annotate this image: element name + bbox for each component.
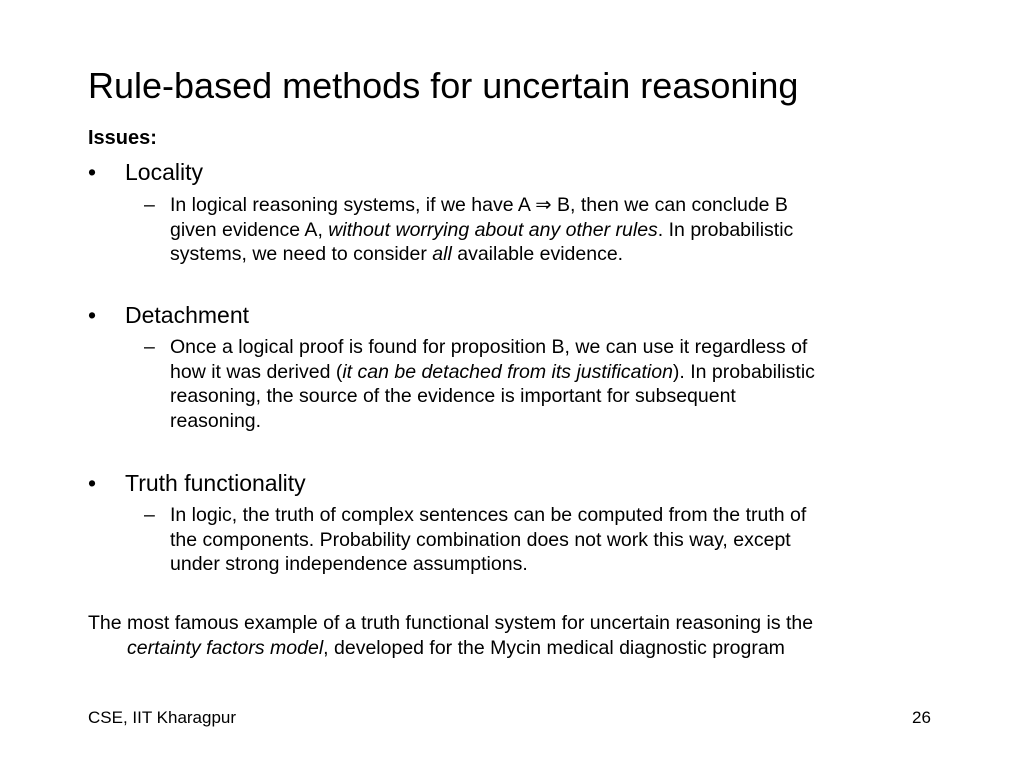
sub-item-locality <box>144 193 934 267</box>
text-line <box>170 193 934 218</box>
slide-title: Rule-based methods for uncertain reasoning <box>88 65 799 106</box>
text-line: The most famous example of a truth functional system for uncertain reasoning is the <box>88 612 814 634</box>
text-span: ). In probabilistic <box>672 360 815 383</box>
emphasis-text: without worrying about any other rules <box>328 218 658 241</box>
emphasis-text: all <box>432 243 452 265</box>
bullet-dot: • <box>88 302 97 328</box>
sub-dash: – <box>144 194 155 216</box>
text-span: how it was derived ( <box>170 360 343 383</box>
text-span: given evidence A, <box>170 218 329 241</box>
closing-paragraph <box>88 611 813 660</box>
text-span: , developed for the Mycin medical diagnostic program <box>323 636 785 659</box>
text-span: systems, we need to consider <box>170 243 433 265</box>
bullet-label-locality: Locality <box>125 159 203 185</box>
bullet-label-truth-functionality: Truth functionality <box>125 470 306 496</box>
footer-institution: CSE, IIT Kharagpur <box>88 708 237 727</box>
text-line: the components. Probability combination does not work this way, except <box>170 528 791 551</box>
bullet-dot: • <box>88 159 97 185</box>
bullet-dot: • <box>88 470 97 496</box>
emphasis-text: it can be detached from its justification <box>342 360 673 383</box>
sub-dash: – <box>144 504 155 526</box>
text-line: In logic, the truth of complex sentences can be computed from the truth of <box>170 504 807 526</box>
sub-item-detachment <box>144 335 934 433</box>
implies-arrow: ⇒ <box>535 194 552 216</box>
text-span: available evidence. <box>451 243 624 265</box>
text-line <box>170 242 934 267</box>
sub-dash: – <box>144 336 155 358</box>
text-span: In logical reasoning systems, if we have A <box>170 194 536 216</box>
text-line: under strong independence assumptions. <box>170 553 528 575</box>
sub-item-truth-functionality <box>144 503 934 577</box>
slide-number: 26 <box>912 708 931 727</box>
text-line: reasoning, the source of the evidence is important for subsequent <box>170 385 736 407</box>
bullet-label-detachment: Detachment <box>125 302 250 328</box>
text-line: reasoning. <box>170 409 262 432</box>
text-line <box>127 636 813 661</box>
emphasis-text: certainty factors model <box>127 636 324 659</box>
text-span: . In probabilistic <box>657 218 794 241</box>
text-line: Once a logical proof is found for proposition B, we can use it regardless of <box>170 336 808 358</box>
text-span: B, then we can conclude B <box>551 194 788 216</box>
issues-heading: Issues: <box>88 127 157 149</box>
text-line <box>170 360 934 385</box>
text-line <box>170 218 934 243</box>
